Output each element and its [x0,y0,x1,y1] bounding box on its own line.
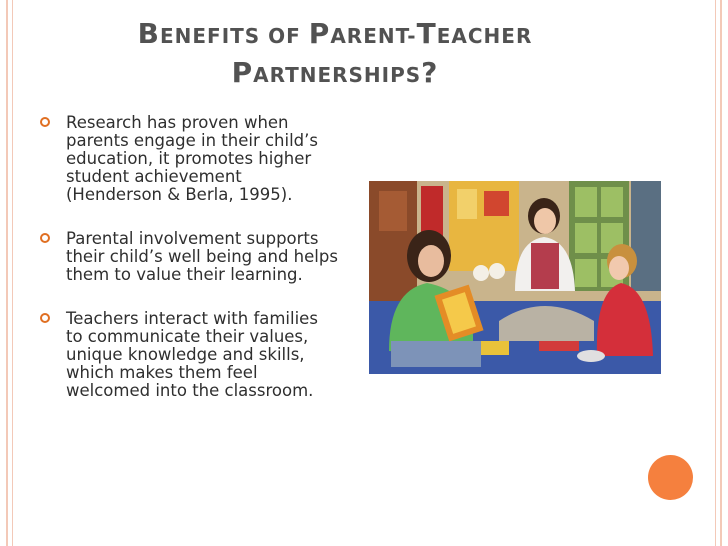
bullet-text: Teachers interact with families to communicate their values, unique knowledge and skills, which makes them feel welcomed into the classroom. [66,309,318,400]
decorative-orange-circle [648,455,693,500]
title-line-2: PARTNERSHIPS? [231,56,439,90]
classroom-photo [369,181,661,374]
bullet-item [38,230,338,284]
frame-line-right-inner [715,0,716,546]
classroom-photo-illustration [369,181,661,374]
slide-title [70,14,600,92]
bullet-list [38,114,338,426]
bullet-item [38,114,338,204]
bullet-text: Research has proven when parents engage in their child’s education, it promotes higher student achievement (Henderson & Berla, 1995). [66,113,318,204]
bullet-ring-icon [40,233,50,243]
frame-line-left [6,0,8,546]
bullet-ring-icon [40,313,50,323]
frame-line-left-inner [12,0,13,546]
bullet-text: Parental involvement supports their child’s well being and helps them to value their learning. [66,229,338,284]
title-line-1: BENEFITS OF PARENT-TEACHER [137,17,533,50]
frame-line-right [720,0,722,546]
bullet-ring-icon [40,117,50,127]
bullet-item [38,310,338,400]
